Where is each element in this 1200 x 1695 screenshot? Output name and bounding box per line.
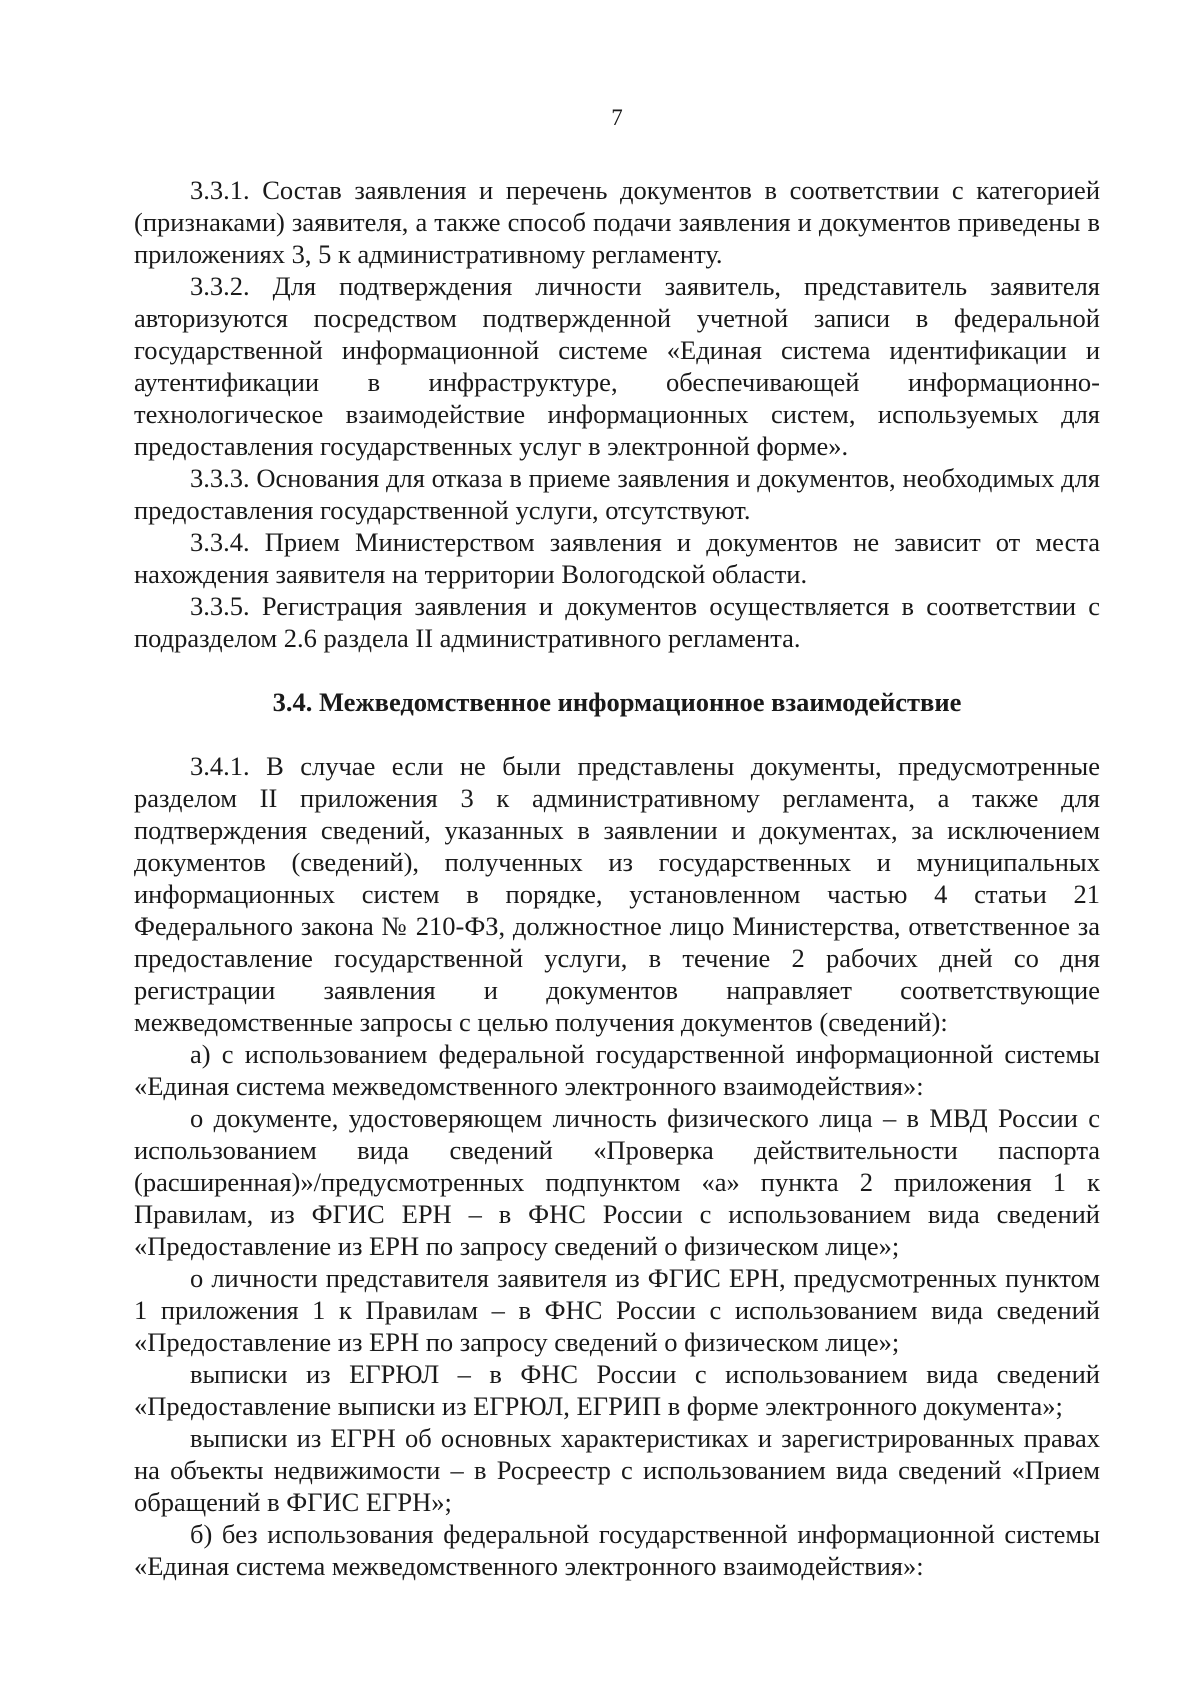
paragraph-3-4-1: 3.4.1. В случае если не были представлены документы, предусмотренные разделом II приложения 3 к административному регламента, а также для подтверждения сведений, указанных в заявлении и документах, за исключением документов (сведений), полученных из государственных и муниципальных информационных систем в порядке, установленном частью 4 статьи 21 Федерального закона № 210-ФЗ, должностное лицо Министерства, ответственное за предоставление государственной услуги, в течение 2 рабочих дней со дня регистрации заявления и документов направляет соответствующие межведомственные запросы с целью получения документов (сведений): xyxy=(134,751,1100,1037)
paragraph-item-a: а) с использованием федеральной государственной информационной системы «Единая система межведомственного электронного взаимодействия»: xyxy=(134,1039,1100,1101)
paragraph-item-b: б) без использования федеральной государственной информационной системы «Единая система межведомственного электронного взаимодействия»: xyxy=(134,1519,1100,1581)
paragraph-3-3-5: 3.3.5. Регистрация заявления и документов осуществляется в соответствии с подразделом 2.6 раздела II административного регламента. xyxy=(134,591,1100,653)
paragraph-representative: о личности представителя заявителя из ФГИС ЕРН, предусмотренных пунктом 1 приложения 1 к Правилам – в ФНС России с использованием вида сведений «Предоставление из ЕРН по запросу сведений о физическом лице»; xyxy=(134,1263,1100,1357)
paragraph-egrn: выписки из ЕГРН об основных характеристиках и зарегистрированных правах на объекты недвижимости – в Росреестр с использованием вида сведений «Прием обращений в ФГИС ЕГРН»; xyxy=(134,1423,1100,1517)
paragraph-egrul: выписки из ЕГРЮЛ – в ФНС России с использованием вида сведений «Предоставление выписки из ЕГРЮЛ, ЕГРИП в форме электронного документа»; xyxy=(134,1359,1100,1421)
paragraph-3-3-3: 3.3.3. Основания для отказа в приеме заявления и документов, необходимых для предоставления государственной услуги, отсутствуют. xyxy=(134,463,1100,525)
section-heading: 3.4. Межведомственное информационное взаимодействие xyxy=(272,687,962,717)
paragraph-3-3-4: 3.3.4. Прием Министерством заявления и документов не зависит от места нахождения заявителя на территории Вологодской области. xyxy=(134,527,1100,589)
page-number: 7 xyxy=(611,105,623,130)
paragraph-identity-document: о документе, удостоверяющем личность физического лица – в МВД России с использованием вида сведений «Проверка действительности паспорта (расширенная)»/предусмотренных подпунктом «а» пункта 2 приложения 1 к Правилам, из ФГИС ЕРН – в ФНС России с использованием вида сведений «Предоставление из ЕРН по запросу сведений о физическом лице»; xyxy=(134,1103,1100,1261)
paragraph-3-3-1: 3.3.1. Состав заявления и перечень документов в соответствии с категорией (признаками) заявителя, а также способ подачи заявления и документов приведены в приложениях 3, 5 к административному регламенту. xyxy=(134,175,1100,269)
paragraph-3-3-2: 3.3.2. Для подтверждения личности заявитель, представитель заявителя авторизуются посредством подтвержденной учетной записи в федеральной государственной информационной системе «Единая система идентификации и аутентификации в инфраструктуре, обеспечивающей информационно-технологическое взаимодействие информационных систем, используемых для предоставления государственных услуг в электронной форме». xyxy=(134,271,1100,461)
document-body xyxy=(134,174,1100,1582)
